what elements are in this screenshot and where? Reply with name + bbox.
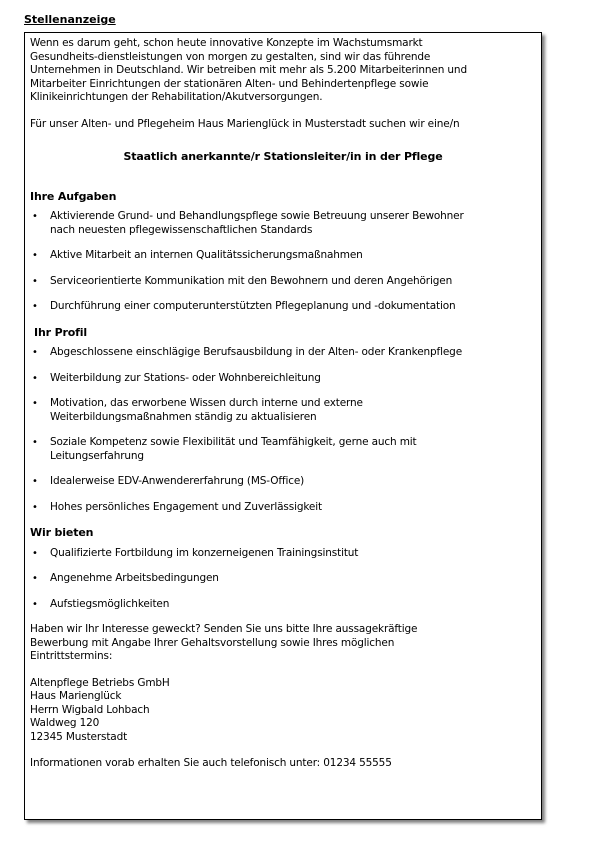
bullet-icon: • <box>32 372 38 384</box>
bullet-icon: • <box>32 476 38 487</box>
list-item-text: Aktive Mitarbeit an internen Qualitätssicherungsmaßnahmen <box>50 249 363 261</box>
list-item <box>30 346 536 360</box>
list-item <box>30 397 536 424</box>
list-item <box>30 300 536 314</box>
intro-paragraph: Wenn es darum geht, schon heute innovative Konzepte im Wachstumsmarkt Gesundheits-dienstleistungen von morgen zu gestalten, sind wir das führende Unternehmen in Deutschland. Wir betreiben mit mehr als 5.200 Mitarbeiterinnen und Mitarbeiter Einrichtungen der stationären Alten- und Behindertenpflege sowie Klinikeinrichtungen der Rehabilitation/Akutversorgungen. <box>30 37 467 103</box>
bullet-icon: • <box>32 598 38 610</box>
list-item <box>30 475 536 489</box>
bullet-icon: • <box>32 398 38 409</box>
list-item-text: Aufstiegsmöglichkeiten <box>50 597 170 610</box>
list-item-text: Hohes persönliches Engagement und Zuverlässigkeit <box>50 500 322 513</box>
list-item-text: Serviceorientierte Kommunikation mit den Bewohnern und deren Angehörigen <box>50 274 453 287</box>
address-company: Altenpflege Betriebs GmbH <box>30 676 170 689</box>
profil-list <box>30 346 536 514</box>
list-item-text: Durchführung einer computerunterstützten Pflegeplanung und -dokumentation <box>50 300 456 312</box>
bieten-list <box>30 547 536 612</box>
list-item-text: Qualifizierte Fortbildung im konzerneigenen Trainingsinstitut <box>50 546 359 559</box>
list-item-text: Idealerweise EDV-Anwendererfahrung (MS-Office) <box>50 475 305 487</box>
list-item <box>30 372 536 386</box>
bullet-icon: • <box>32 250 38 261</box>
phone-note: Informationen vorab erhalten Sie auch telefonisch unter: 01234 55555 <box>30 757 392 769</box>
list-item-text: Angenehme Arbeitsbedingungen <box>50 572 219 584</box>
bullet-icon: • <box>32 275 38 287</box>
position-title: Staatlich anerkannte/r Stationsleiter/in in der Pflege <box>123 150 443 163</box>
bullet-icon: • <box>32 301 38 312</box>
list-item <box>30 501 536 515</box>
contact-address <box>30 677 536 745</box>
bullet-icon: • <box>32 573 38 584</box>
list-item <box>30 249 536 263</box>
address-street: Waldweg 120 <box>30 717 100 729</box>
list-item <box>30 210 536 237</box>
address-facility: Haus Marienglück <box>30 690 122 702</box>
bullet-icon: • <box>32 437 38 448</box>
list-item-text: Aktivierende Grund- und Behandlungspflege sowie Betreuung unserer Bewohner nach neuesten pflegewissenschaftlichen Standards <box>50 210 464 236</box>
section-heading-profil: Ihr Profil <box>34 325 88 339</box>
address-city: 12345 Musterstadt <box>30 730 128 743</box>
job-ad-content <box>30 37 536 771</box>
address-contact: Herrn Wigbald Lohbach <box>30 703 150 716</box>
list-item <box>30 275 536 289</box>
closing-paragraph: Haben wir Ihr Interesse geweckt? Senden Sie uns bitte Ihre aussagekräftige Bewerbung mit Angabe Ihrer Gehaltsvorstellung sowie Ihres möglichen Eintrittstermins: <box>30 623 418 662</box>
aufgaben-list <box>30 210 536 314</box>
list-item <box>30 436 536 463</box>
job-ad-frame <box>24 32 542 820</box>
list-item-text: Motivation, das erworbene Wissen durch interne und externe Weiterbildungsmaßnahmen ständig zu aktualisieren <box>50 397 363 423</box>
section-heading-aufgaben: Ihre Aufgaben <box>30 189 117 203</box>
document-title: Stellenanzeige <box>24 13 116 26</box>
search-sentence: Für unser Alten- und Pflegeheim Haus Marienglück in Musterstadt suchen wir eine/n <box>30 117 460 130</box>
list-item-text: Abgeschlossene einschlägige Berufsausbildung in der Alten- oder Krankenpflege <box>50 346 463 358</box>
list-item-text: Soziale Kompetenz sowie Flexibilität und Teamfähigkeit, gerne auch mit Leitungserfahrung <box>50 436 417 462</box>
list-item <box>30 598 536 612</box>
bullet-icon: • <box>32 211 38 222</box>
bullet-icon: • <box>32 501 38 513</box>
bullet-icon: • <box>32 347 38 358</box>
list-item <box>30 572 536 586</box>
section-heading-bieten: Wir bieten <box>30 526 94 539</box>
list-item-text: Weiterbildung zur Stations- oder Wohnbereichleitung <box>50 371 321 384</box>
bullet-icon: • <box>32 547 38 559</box>
list-item <box>30 547 536 561</box>
